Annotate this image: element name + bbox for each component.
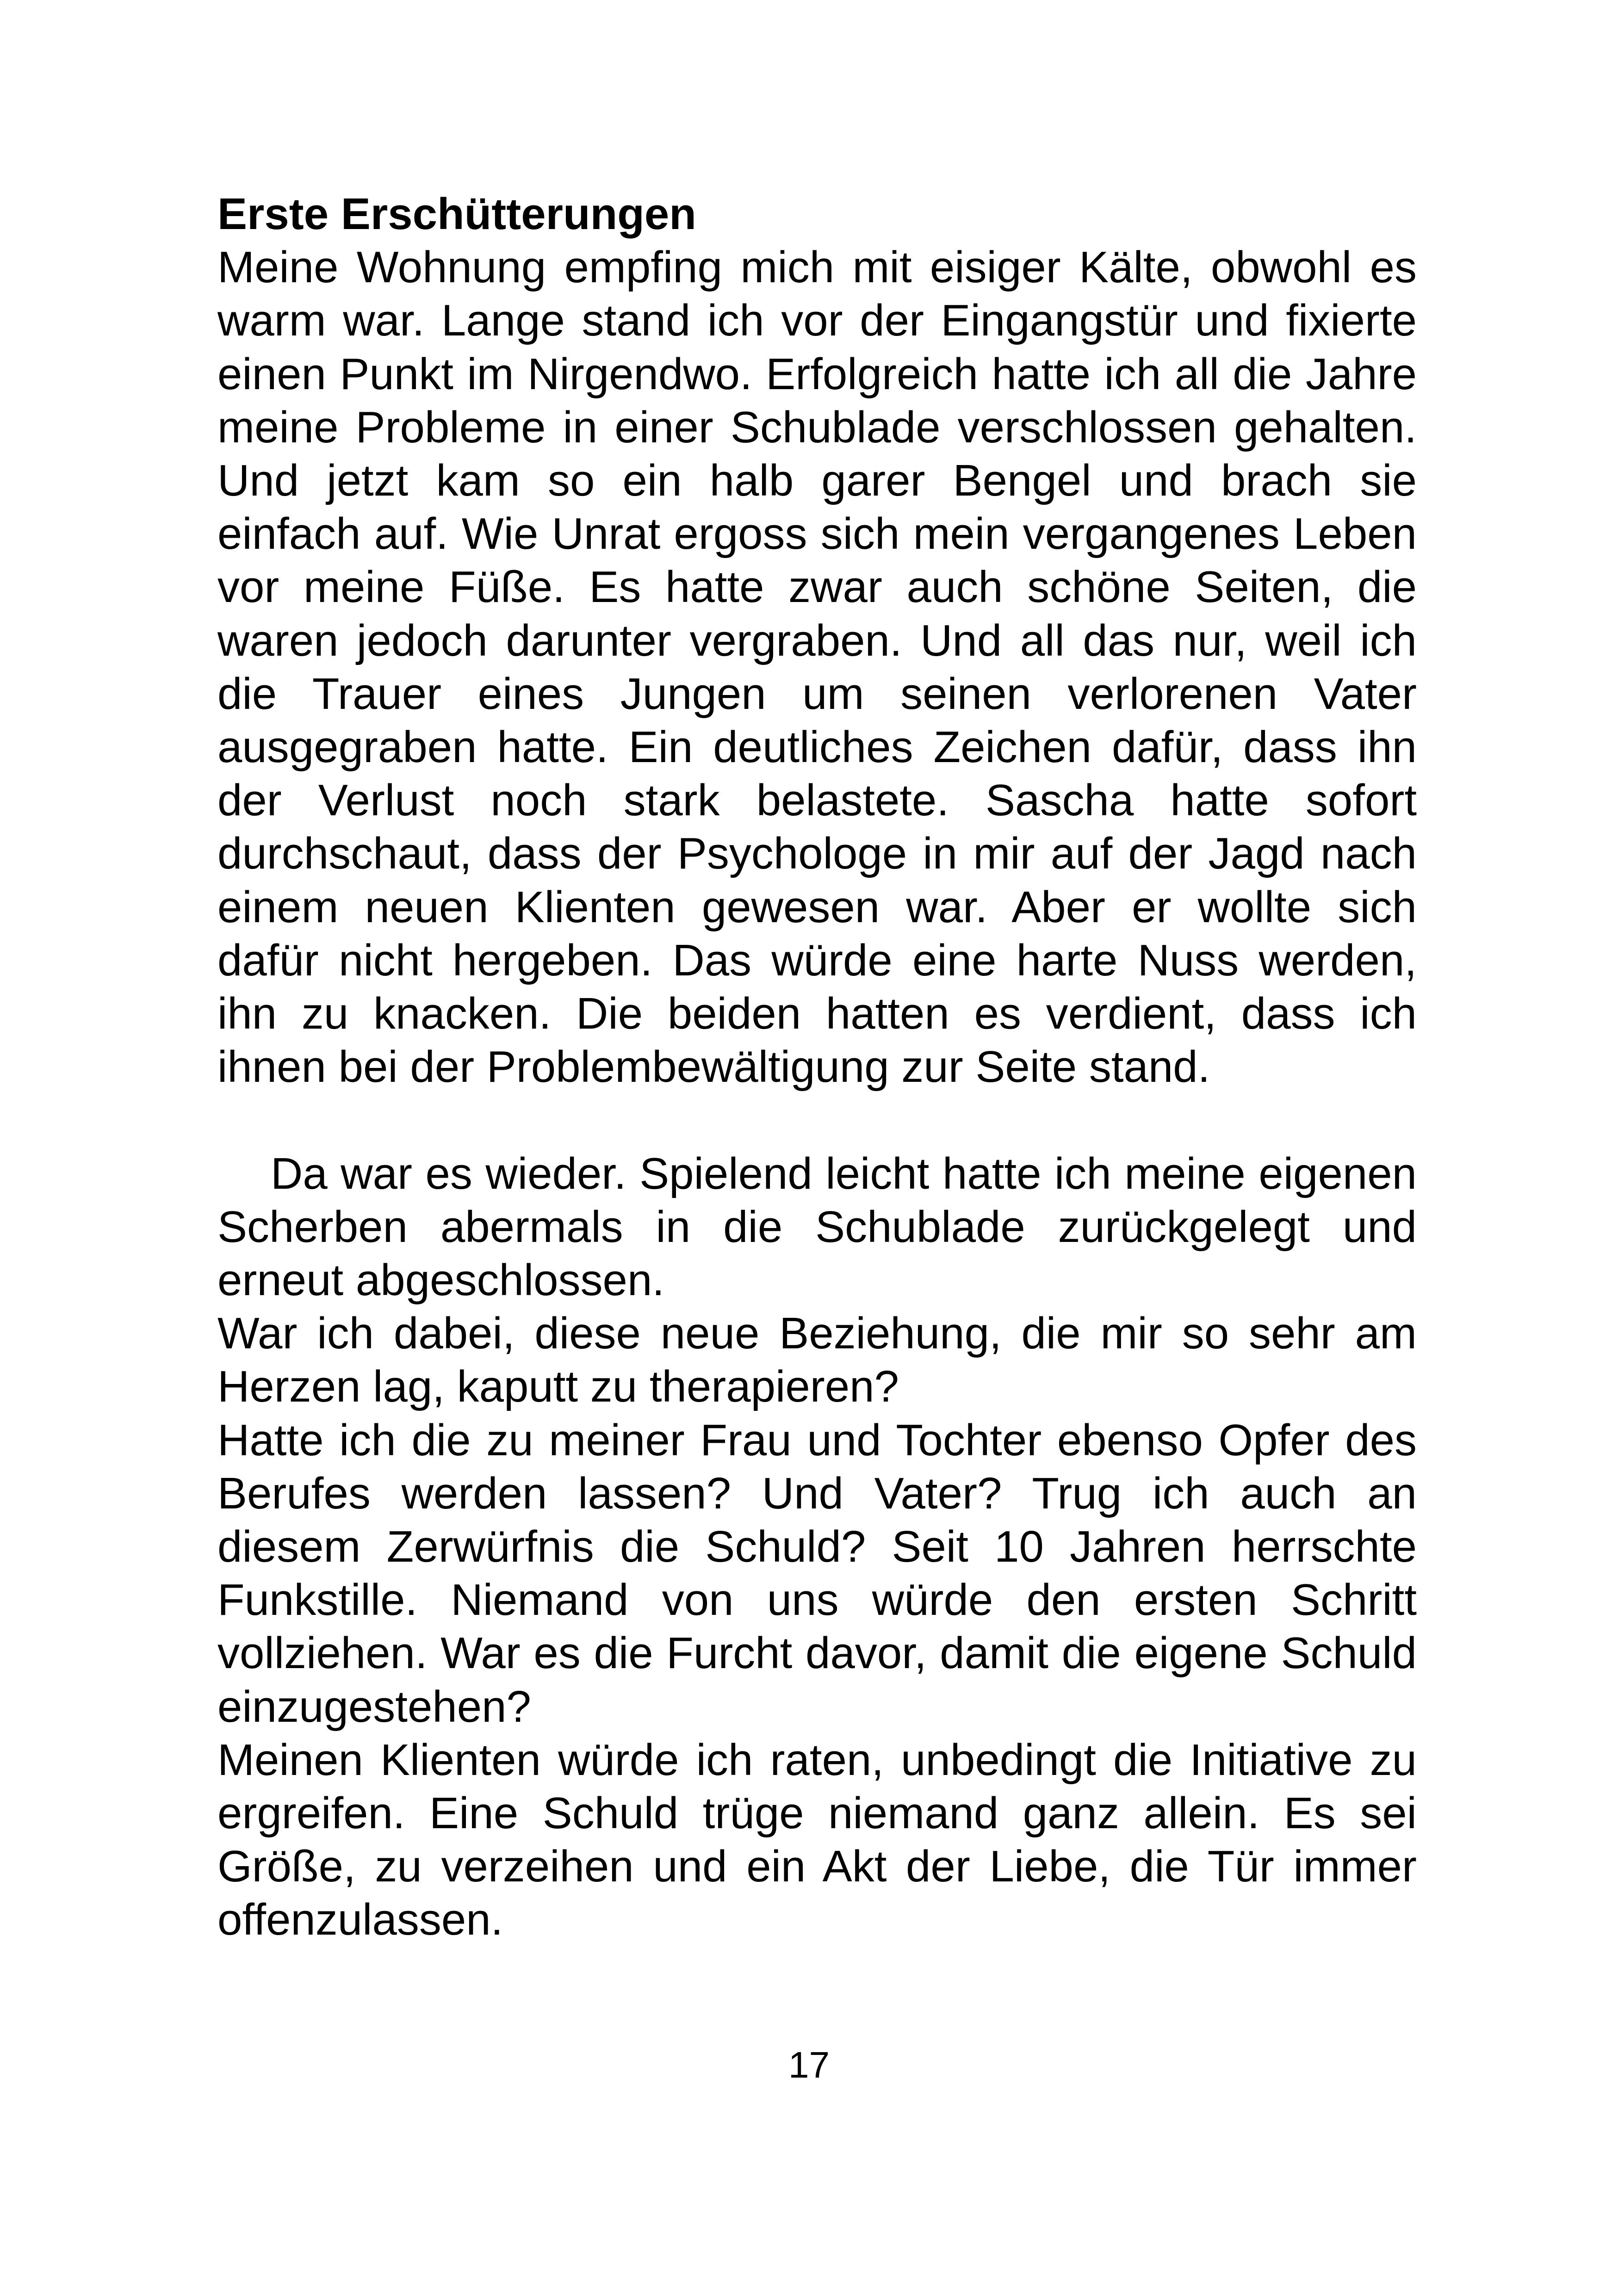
paragraph-3: War ich dabei, diese neue Beziehung, die mir so sehr am Herzen lag, kaputt zu therapieren? (217, 1309, 1417, 1412)
page-body (217, 187, 1417, 1947)
chapter-heading: Erste Erschütterungen (217, 189, 696, 239)
paragraph-4: Hatte ich die zu meiner Frau und Tochter ebenso Opfer des Berufes werden lassen? Und Vater? Trug ich auch an diesem Zerwürfnis die Schuld? Seit 10 Jahren herrschte Funkstille. Niemand von uns würde den ersten Schritt vollziehen. War es die Furcht davor, damit die eigene Schuld einzugestehen? (217, 1415, 1417, 1731)
paragraph-5: Meinen Klienten würde ich raten, unbedingt die Initiative zu ergreifen. Eine Schuld trüge niemand ganz allein. Es sei Größe, zu verzeihen und ein Akt der Liebe, die Tür immer offenzulassen. (217, 1735, 1417, 1945)
paragraph-1: Meine Wohnung empfing mich mit eisiger Kälte, obwohl es warm war. Lange stand ich vor der Eingangstür und fixierte einen Punkt im Nirgendwo. Erfolgreich hatte ich all die Jahre meine Probleme in einer Schublade verschlossen gehalten. Und jetzt kam so ein halb garer Bengel und brach sie einfach auf. Wie Unrat ergoss sich mein vergangenes Leben vor meine Füße. Es hatte zwar auch schöne Seiten, die waren jedoch darunter vergraben. Und all das nur, weil ich die Trauer eines Jungen um seinen verlorenen Vater ausgegraben hatte. Ein deutliches Zeichen dafür, dass ihn der Verlust noch stark belastete. Sascha hatte sofort durchschaut, dass der Psychologe in mir auf der Jagd nach einem neuen Klienten gewesen war. Aber er wollte sich dafür nicht hergeben. Das würde eine harte Nuss werden, ihn zu knacken. Die beiden hatten es verdient, dass ich ihnen bei der Problembewältigung zur Seite stand. (217, 242, 1417, 1092)
page-number: 17 (788, 2044, 830, 2085)
paragraph-2: Da war es wieder. Spielend leicht hatte ich meine eigenen Scherben abermals in die Schublade zurückgelegt und erneut abgeschlossen. (217, 1148, 1417, 1305)
paragraph-spacer (217, 1093, 1417, 1147)
